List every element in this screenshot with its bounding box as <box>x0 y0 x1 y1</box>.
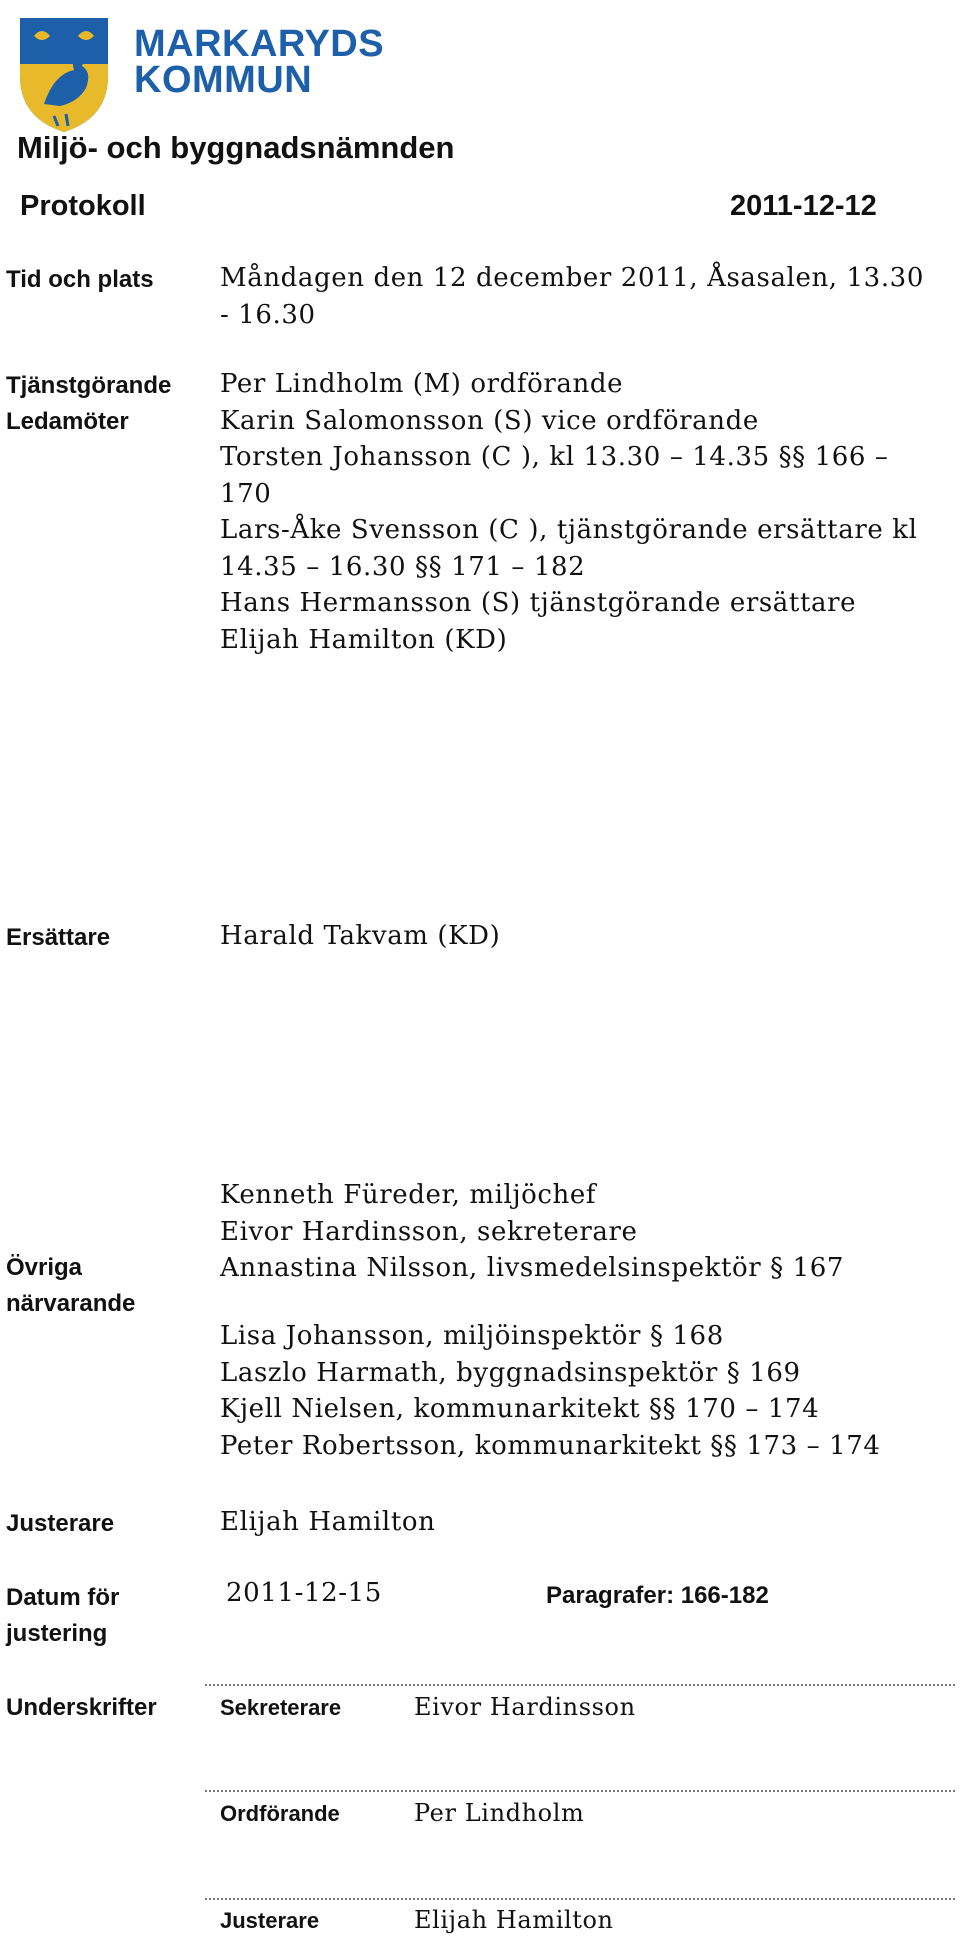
committee-title: Miljö- och byggnadsnämnden <box>17 130 455 165</box>
protocol-date: 2011-12-12 <box>730 190 877 222</box>
paragraphs-range: Paragrafer: 166-182 <box>546 1582 769 1609</box>
adjuster-name: Elijah Hamilton <box>220 1507 436 1537</box>
text-line: - 16.30 <box>220 299 316 330</box>
attendee-line: Kenneth Füreder, miljöchef <box>220 1180 597 1210</box>
label-line: Datum för <box>6 1584 120 1611</box>
time-place-label: Tid och plats <box>6 266 154 293</box>
label-line: närvarande <box>6 1290 136 1317</box>
signatures-label: Underskrifter <box>6 1694 157 1721</box>
time-place-value <box>220 260 950 333</box>
label-line: Övriga <box>6 1254 83 1281</box>
text-line: Måndagen den 12 december 2011, Åsasalen, 13.30 <box>220 263 924 293</box>
attendee-line: Lisa Johansson, miljöinspektör § 168 <box>220 1321 724 1351</box>
label-line: Ledamöter <box>6 408 129 435</box>
members-list <box>220 366 950 658</box>
attendee-line: Eivor Hardinsson, sekreterare <box>220 1216 638 1247</box>
signature-line <box>205 1684 955 1686</box>
municipality-logo <box>14 14 414 134</box>
document-type: Protokoll <box>20 190 146 222</box>
substitutes-label: Ersättare <box>6 924 111 951</box>
attendee-line: Kjell Nielsen, kommunarkitekt §§ 170 – 174 <box>220 1394 820 1424</box>
member-line: Lars-Åke Svensson (C ), tjänstgörande ersättare kl <box>220 515 918 545</box>
signature-role: Sekreterare <box>220 1695 342 1720</box>
adjust-date-value: 2011-12-15 <box>226 1578 382 1608</box>
member-line: Torsten Johansson (C ), kl 13.30 – 14.35 §§ 166 – <box>220 442 889 472</box>
attendee-line: Annastina Nilsson, livsmedelsinspektör § 167 <box>220 1253 845 1283</box>
logo-line-2: KOMMUN <box>134 59 313 101</box>
member-line: Elijah Hamilton (KD) <box>220 624 508 655</box>
attendee-line: Peter Robertsson, kommunarkitekt §§ 173 – 174 <box>220 1430 881 1461</box>
member-line: Per Lindholm (M) ordförande <box>220 369 624 399</box>
coat-of-arms-icon <box>14 14 114 134</box>
members-label <box>6 368 171 440</box>
substitute-line: Harald Takvam (KD) <box>220 921 501 951</box>
signature-role: Ordförande <box>220 1801 340 1826</box>
signature-name: Per Lindholm <box>414 1799 585 1827</box>
signature-line <box>205 1790 955 1792</box>
member-line: Karin Salomonsson (S) vice ordförande <box>220 405 759 436</box>
member-line: Hans Hermansson (S) tjänstgörande ersättare <box>220 588 857 618</box>
signature-line <box>205 1898 955 1900</box>
attendee-line: Laszlo Harmath, byggnadsinspektör § 169 <box>220 1357 801 1388</box>
others-label <box>6 1250 135 1322</box>
signature-name: Eivor Hardinsson <box>414 1693 636 1721</box>
adjuster-label: Justerare <box>6 1510 115 1537</box>
label-line: justering <box>6 1620 108 1647</box>
signature-name: Elijah Hamilton <box>414 1906 614 1934</box>
others-list-group-1 <box>220 1177 950 1287</box>
label-line: Tjänstgörande <box>6 372 172 399</box>
member-line: 14.35 – 16.30 §§ 171 – 182 <box>220 551 586 582</box>
adjust-date-label <box>6 1580 119 1652</box>
logo-line-1: MARKARYDS <box>134 23 385 65</box>
signature-role: Justerare <box>220 1908 320 1933</box>
substitutes-list <box>220 918 950 955</box>
logo-wordmark <box>134 23 385 101</box>
others-list-group-2 <box>220 1318 950 1464</box>
member-line: 170 <box>220 478 272 509</box>
